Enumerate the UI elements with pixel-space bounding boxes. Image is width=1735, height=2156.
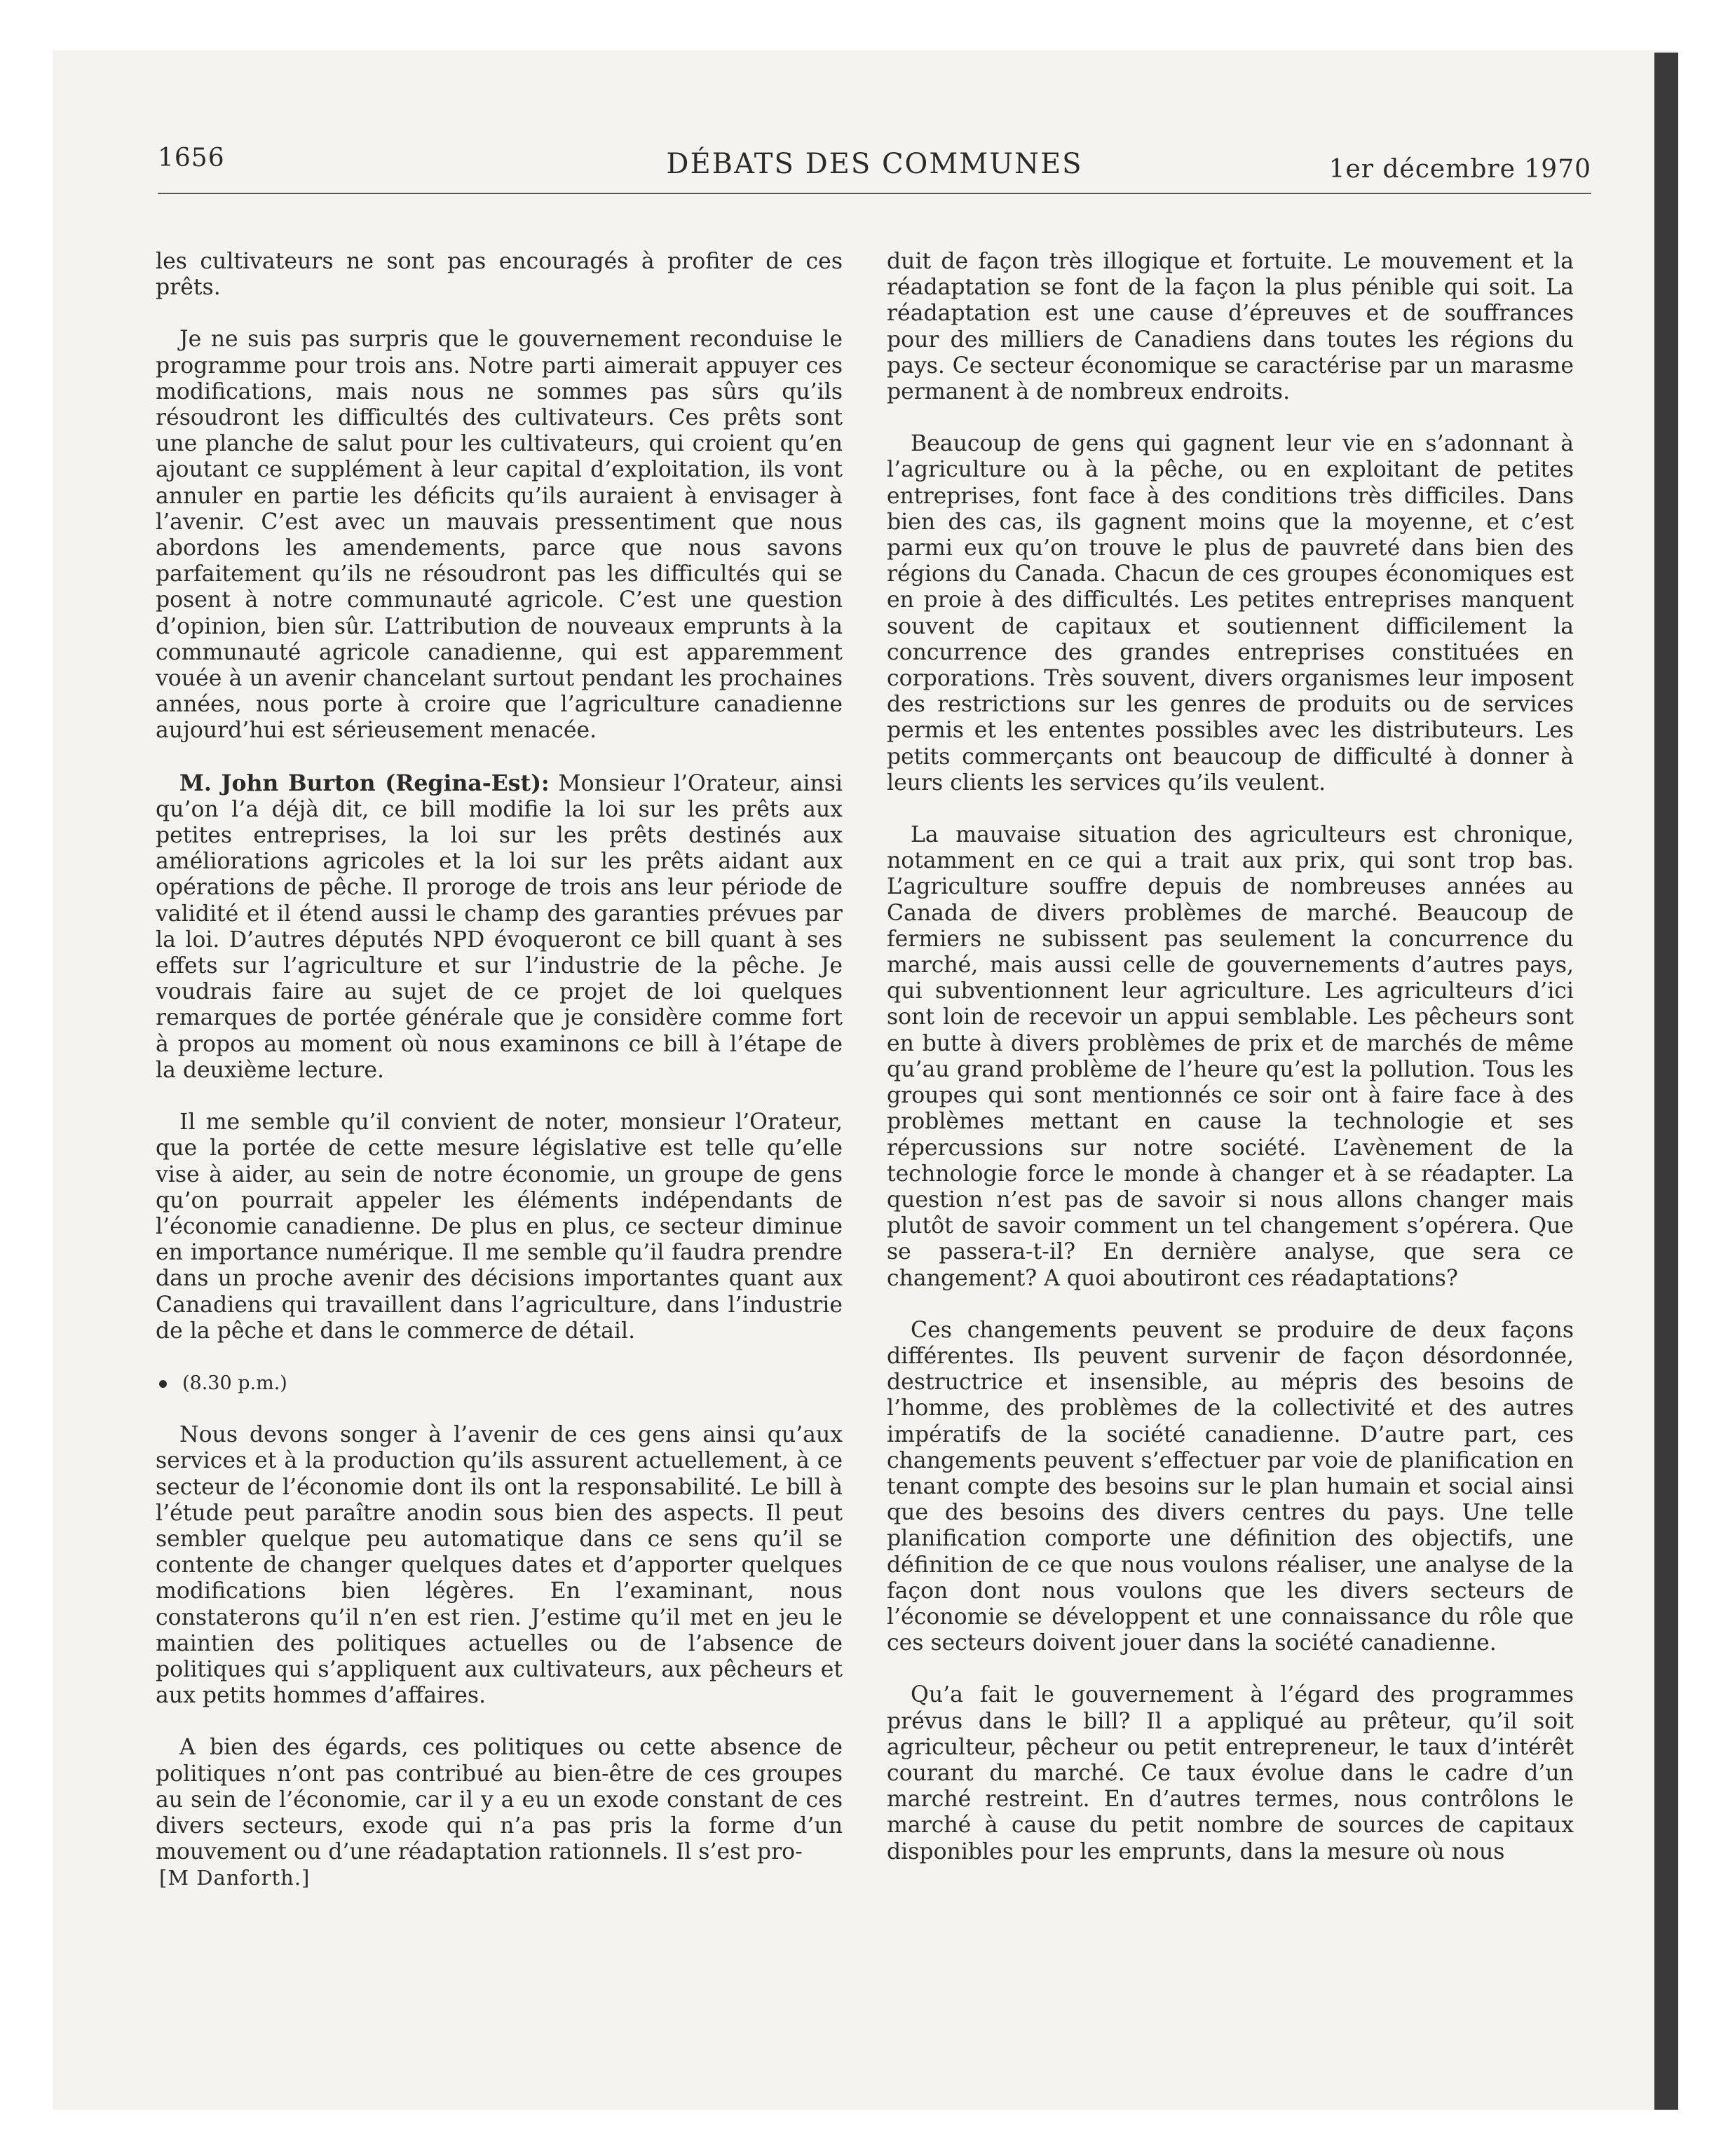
scan-margin-bottom (0, 2110, 1735, 2156)
running-title: DÉBATS DES COMMUNES (666, 148, 1083, 180)
paragraph: Qu’a fait le gouvernement à l’égard des programmes prévus dans le bill? Il a appliqué au prêteur, qu’il soit agriculteur, pêcheur ou petit entrepreneur, le taux d’intérêt courant du marché. Ce taux évolue dans le cadre d’un marché restreint. En d’autres termes, nous contrôlons le marché à cause du petit nombre de sources de capitaux disponibles pour les emprunts, dans la mesure où nous (887, 1682, 1574, 1864)
speaker-text: Monsieur l’Orateur, ainsi qu’on l’a déjà dit, ce bill modifie la loi sur les prêts aux petites entreprises, la loi sur les prêts destinés aux améliorations agricoles et la loi sur les prêts aidant aux opérations de pêche. Il proroge de trois ans leur période de validité et il étend aussi le champ des garanties prévues par la loi. D’autres députés NPD évoqueront ce bill quant à ses effets sur l’agriculture et sur l’industrie de la pêche. Je voudrais faire au sujet de ce projet de loi quelques remarques de portée générale que je considère comme fort à propos au moment où nous examinons ce bill à l’étape de la deuxième lecture. (156, 770, 843, 1083)
page-number: 1656 (158, 144, 225, 172)
paragraph: A bien des égards, ces politiques ou cette absence de politiques n’ont pas contribué au bien-être de ces groupes au sein de l’économie, car il y a eu un exode constant de ces divers secteurs, exode qui n’a pas pris la forme d’un mouvement ou d’une réadaptation rationnels. Il s’est pro- (156, 1735, 843, 1865)
page-binding-shadow (1654, 53, 1678, 2110)
paragraph: Beaucoup de gens qui gagnent leur vie en s’adonnant à l’agriculture ou à la pêche, ou en exploitant de petites entreprises, font face à des conditions très difficiles. Dans bien des cas, ils gagnent moins que la moyenne, et c’est parmi eux qu’on trouve le plus de pauvreté dans bien des régions du Canada. Chacun de ces groupes économiques est en proie à des difficultés. Les petites entreprises manquent souvent de capitaux et soutiennent difficilement la concurrence des grandes entreprises constituées en corporations. Très souvent, divers organismes leur imposent des restrictions sur les genres de produits ou de services permis et les ententes possibles avec les distributeurs. Les petits commerçants ont beaucoup de difficulté à donner à leurs clients les services qu’ils veulent. (887, 431, 1574, 796)
scan-margin-top (0, 0, 1735, 50)
bullet-icon (159, 1380, 167, 1388)
scan-margin-left (0, 0, 53, 2156)
paragraph: La mauvaise situation des agriculteurs est chronique, notamment en ce qui a trait aux prix, qui sont trop bas. L’agriculture souffre depuis de nombreuses années au Canada de divers problèmes de marché. Beaucoup de fermiers ne subissent pas seulement la concurrence du marché, mais aussi celle de gouvernements d’autres pays, qui subventionnent leur agriculture. Les agriculteurs d’ici sont loin de recevoir un appui semblable. Les pêcheurs sont en butte à divers problèmes de prix et de marchés de même qu’au grand problème de l’heure qu’est la pollution. Tous les groupes qui sont mentionnés ce soir ont à faire face à des problèmes mettant en cause la technologie et ses répercussions sur notre société. L’avènement de la technologie force le monde à changer et à se réadapter. La question n’est pas de savoir si nous allons changer mais plutôt de savoir comment un tel changement s’opérera. Que se passera-t-il? En dernière analyse, que sera ce changement? A quoi aboutiront ces réadaptations? (887, 822, 1574, 1291)
speaker-attribution: [M Danforth.] (159, 1866, 311, 1890)
paragraph: Ces changements peuvent se produire de deux façons différentes. Ils peuvent survenir de façon désordonnée, destructrice et insensible, au mépris des besoins de l’homme, des problèmes de la collectivité et des autres impératifs de la société canadienne. D’autre part, ces changements peuvent s’effectuer par voie de planification en tenant compte des besoins sur le plan humain et social ainsi que des besoins des divers centres du pays. Une telle planification comporte une définition des objectifs, une définition de ce que nous voulons réaliser, une analyse de la façon dont nous voulons que les divers secteurs de l’économie se développent et une connaissance du rôle que ces secteurs doivent jouer dans la société canadienne. (887, 1317, 1574, 1656)
paragraph: les cultivateurs ne sont pas encouragés à profiter de ces prêts. (156, 249, 843, 301)
speaker-name: M. John Burton (Regina-Est): (179, 770, 550, 796)
left-column (156, 249, 843, 1892)
scan-margin-right (1677, 0, 1735, 2156)
speaker-paragraph (156, 770, 843, 1084)
paragraph: Il me semble qu’il convient de noter, monsieur l’Orateur, que la portée de cette mesure législative est telle qu’elle vise à aider, au sein de notre économie, un groupe de gens qu’on pourrait appeler les éléments indépendants de l’économie canadienne. De plus en plus, ce secteur diminue en importance numérique. Il me semble qu’il faudra prendre dans un proche avenir des décisions importantes quant aux Canadiens qui travaillent dans l’agriculture, dans l’industrie de la pêche et dans le commerce de détail. (156, 1110, 843, 1344)
paragraph: duit de façon très illogique et fortuite. Le mouvement et la réadaptation se font de la façon la plus pénible qui soit. La réadaptation est une cause d’épreuves et de souffrances pour des milliers de Canadiens dans toutes les régions du pays. Ce secteur économique se caractérise par un marasme permanent à de nombreux endroits. (887, 249, 1574, 405)
time-marker: (8.30 p.m.) (159, 1370, 843, 1396)
page-header (158, 144, 1591, 194)
paragraph: Nous devons songer à l’avenir de ces gens ainsi qu’aux services et à la production qu’ils assurent actuellement, à ce secteur de l’économie dont ils ont la responsabilité. Le bill à l’étude peut paraître anodin sous bien des aspects. Il peut sembler quelque peu automatique dans ce sens qu’il se contente de changer quelques dates et d’apporter quelques modifications bien légères. En l’examinant, nous constaterons qu’il n’en est rien. J’estime qu’il met en jeu le maintien des politiques actuelles ou de l’absence de politiques qui s’appliquent aux cultivateurs, aux pêcheurs et aux petits hommes d’affaires. (156, 1422, 843, 1709)
header-date: 1er décembre 1970 (1328, 155, 1591, 184)
paragraph: Je ne suis pas surpris que le gouvernement reconduise le programme pour trois ans. Notre parti aimerait appuyer ces modifications, mais nous ne sommes pas sûrs qu’ils résoudront les difficultés des cultivateurs. Ces prêts sont une planche de salut pour les cultivateurs, qui croient qu’en ajoutant ce supplément à leur capital d’exploitation, ils vont annuler en partie les déficits qu’ils auraient à envisager à l’avenir. C’est avec un mauvais pressentiment que nous abordons les amendements, parce que nous savons parfaitement qu’ils ne résoudront pas les difficultés qui se posent à notre communauté agricole. C’est une question d’opinion, bien sûr. L’attribution de nouveaux emprunts à la communauté agricole canadienne, qui est apparemment vouée à un avenir chancelant surtout pendant les prochaines années, nous porte à croire que l’agriculture canadienne aujourd’hui est sérieusement menacée. (156, 327, 843, 744)
right-column (887, 249, 1574, 1865)
